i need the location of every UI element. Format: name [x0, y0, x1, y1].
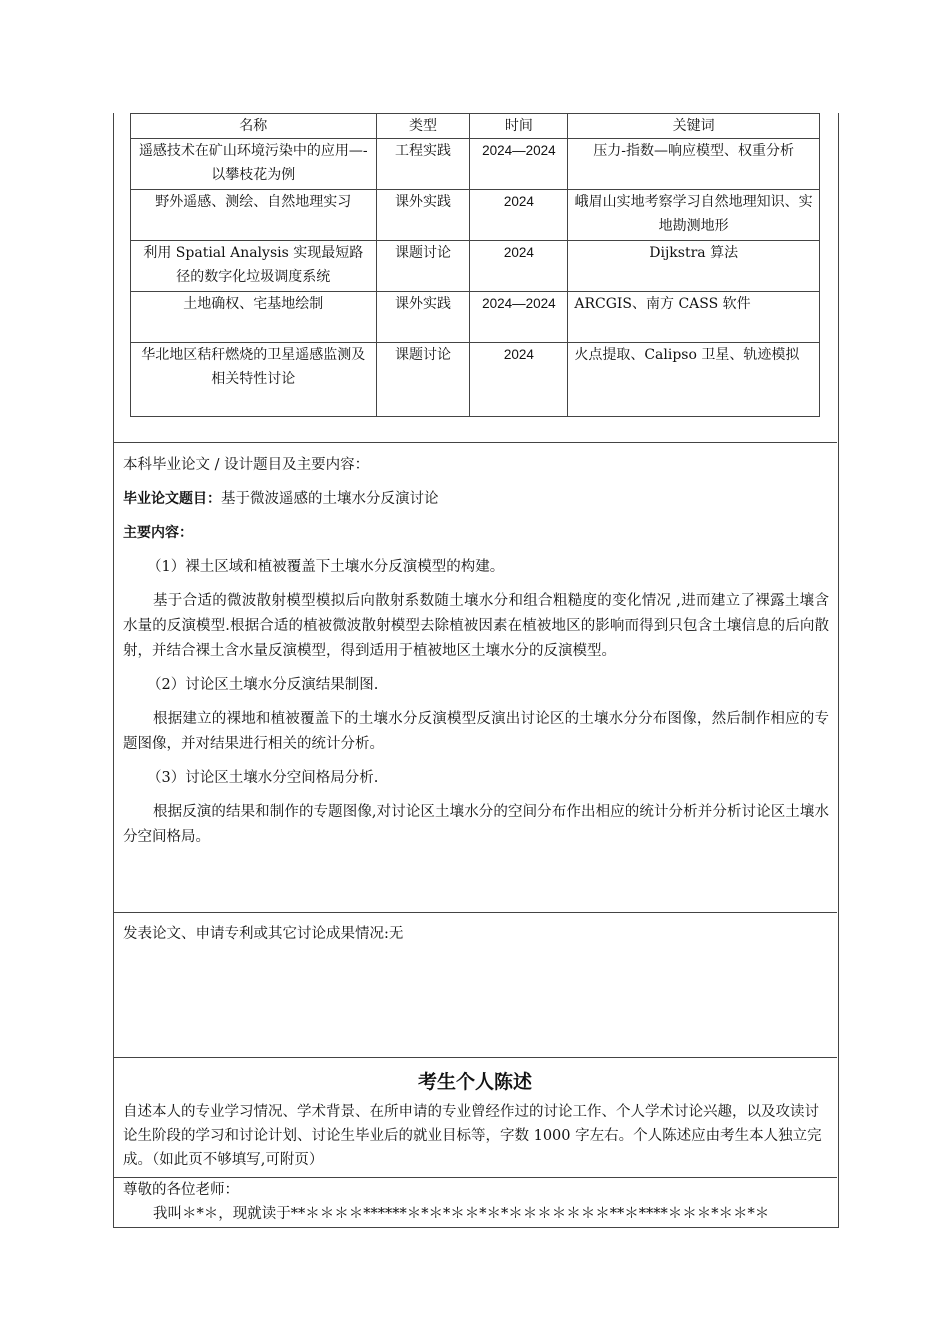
statement-instructions-section [123, 1100, 829, 1172]
publications-text: 发表论文、申请专利或其它讨论成果情况:无 [123, 926, 404, 942]
header-time: 时间 [470, 114, 568, 139]
content-item-2: （2）讨论区土壤水分反演结果制图. [147, 677, 379, 693]
cell-time: 2024 [470, 190, 568, 241]
content-item-3: （3）讨论区土壤水分空间格局分析. [147, 770, 379, 786]
cell-name: 华北地区秸秆燃烧的卫星遥感监测及相关特性讨论 [131, 343, 377, 417]
salutation: 尊敬的各位老师： [123, 1182, 239, 1198]
thesis-section [123, 453, 829, 850]
header-keywords: 关键词 [568, 114, 820, 139]
section-divider [113, 912, 837, 913]
table-row [131, 343, 820, 417]
cell-keywords: 压力-指数—响应模型、权重分析 [568, 139, 820, 190]
cell-time: 2024 [470, 343, 568, 417]
thesis-title-label: 毕业论文题目： [123, 491, 221, 507]
cell-keywords: 火点提取、Calipso 卫星、轨迹模拟 [568, 343, 820, 417]
opening-line: 我叫＊*＊，现就读于**＊＊＊＊******＊*＊*＊＊*＊*＊＊＊＊＊＊＊**＊****＊＊＊*＊＊*＊ [153, 1206, 770, 1222]
statement-instructions: 自述本人的专业学习情况、学术背景、在所申请的专业曾经作过的讨论工作、个人学术讨论兴趣，以及攻读讨论生阶段的学习和讨论计划、讨论生毕业后的就业目标等，字数 1000 字左右。个人陈述应由考生本人独立完成。（如此页不够填写,可附页） [123, 1104, 822, 1168]
statement-title: 考生个人陈述 [417, 1071, 532, 1093]
cell-keywords: Dijkstra 算法 [568, 241, 820, 292]
cell-name: 土地确权、宅基地绘制 [131, 292, 377, 343]
table-row [131, 292, 820, 343]
cell-name: 利用 Spatial Analysis 实现最短路径的数字化垃圾调度系统 [131, 241, 377, 292]
cell-time: 2024—2024 [470, 292, 568, 343]
cell-time: 2024 [470, 241, 568, 292]
section-divider [113, 1057, 837, 1058]
table-row [131, 190, 820, 241]
projects-table [130, 113, 820, 417]
header-type: 类型 [376, 114, 470, 139]
table-header-row [131, 114, 820, 139]
cell-name: 野外遥感、测绘、自然地理实习 [131, 190, 377, 241]
content-item-1: （1）裸土区域和植被覆盖下土壤水分反演模型的构建。 [147, 559, 505, 575]
content-label: 主要内容： [123, 525, 193, 541]
table-row [131, 241, 820, 292]
cell-time: 2024—2024 [470, 139, 568, 190]
cell-type: 课外实践 [376, 190, 470, 241]
header-name: 名称 [131, 114, 377, 139]
cell-keywords: ARCGIS、南方 CASS 软件 [568, 292, 820, 343]
cell-keywords: 峨眉山实地考察学习自然地理知识、实地勘测地形 [568, 190, 820, 241]
statement-body [123, 1178, 829, 1226]
section-divider [113, 442, 837, 443]
cell-type: 课题讨论 [376, 241, 470, 292]
content-paragraph-2: 根据建立的裸地和植被覆盖下的土壤水分反演模型反演出讨论区的土壤水分分布图像，然后制作相应的专题图像，并对结果进行相关的统计分析。 [123, 711, 829, 752]
cell-type: 课外实践 [376, 292, 470, 343]
publications-section [123, 922, 829, 947]
cell-name: 遥感技术在矿山环境污染中的应用—-以攀枝花为例 [131, 139, 377, 190]
thesis-title-line [123, 487, 829, 512]
table-row [131, 139, 820, 190]
cell-type: 课题讨论 [376, 343, 470, 417]
thesis-title-value: 基于微波遥感的土壤水分反演讨论 [221, 491, 439, 507]
thesis-heading: 本科毕业论文 / 设计题目及主要内容： [123, 457, 370, 473]
content-paragraph-1: 基于合适的微波散射模型模拟后向散射系数随土壤水分和组合粗糙度的变化情况 ,进而建立了裸露土壤含水量的反演模型.根据合适的植被微波散射模型去除植被因素在植被地区的影响而得到只包含土壤信息的后向散射，并结合裸土含水量反演模型，得到适用于植被地区土壤水分的反演模型。 [123, 593, 829, 659]
cell-type: 工程实践 [376, 139, 470, 190]
content-paragraph-3: 根据反演的结果和制作的专题图像,对讨论区土壤水分的空间分布作出相应的统计分析并分析讨论区土壤水分空间格局。 [123, 804, 829, 845]
